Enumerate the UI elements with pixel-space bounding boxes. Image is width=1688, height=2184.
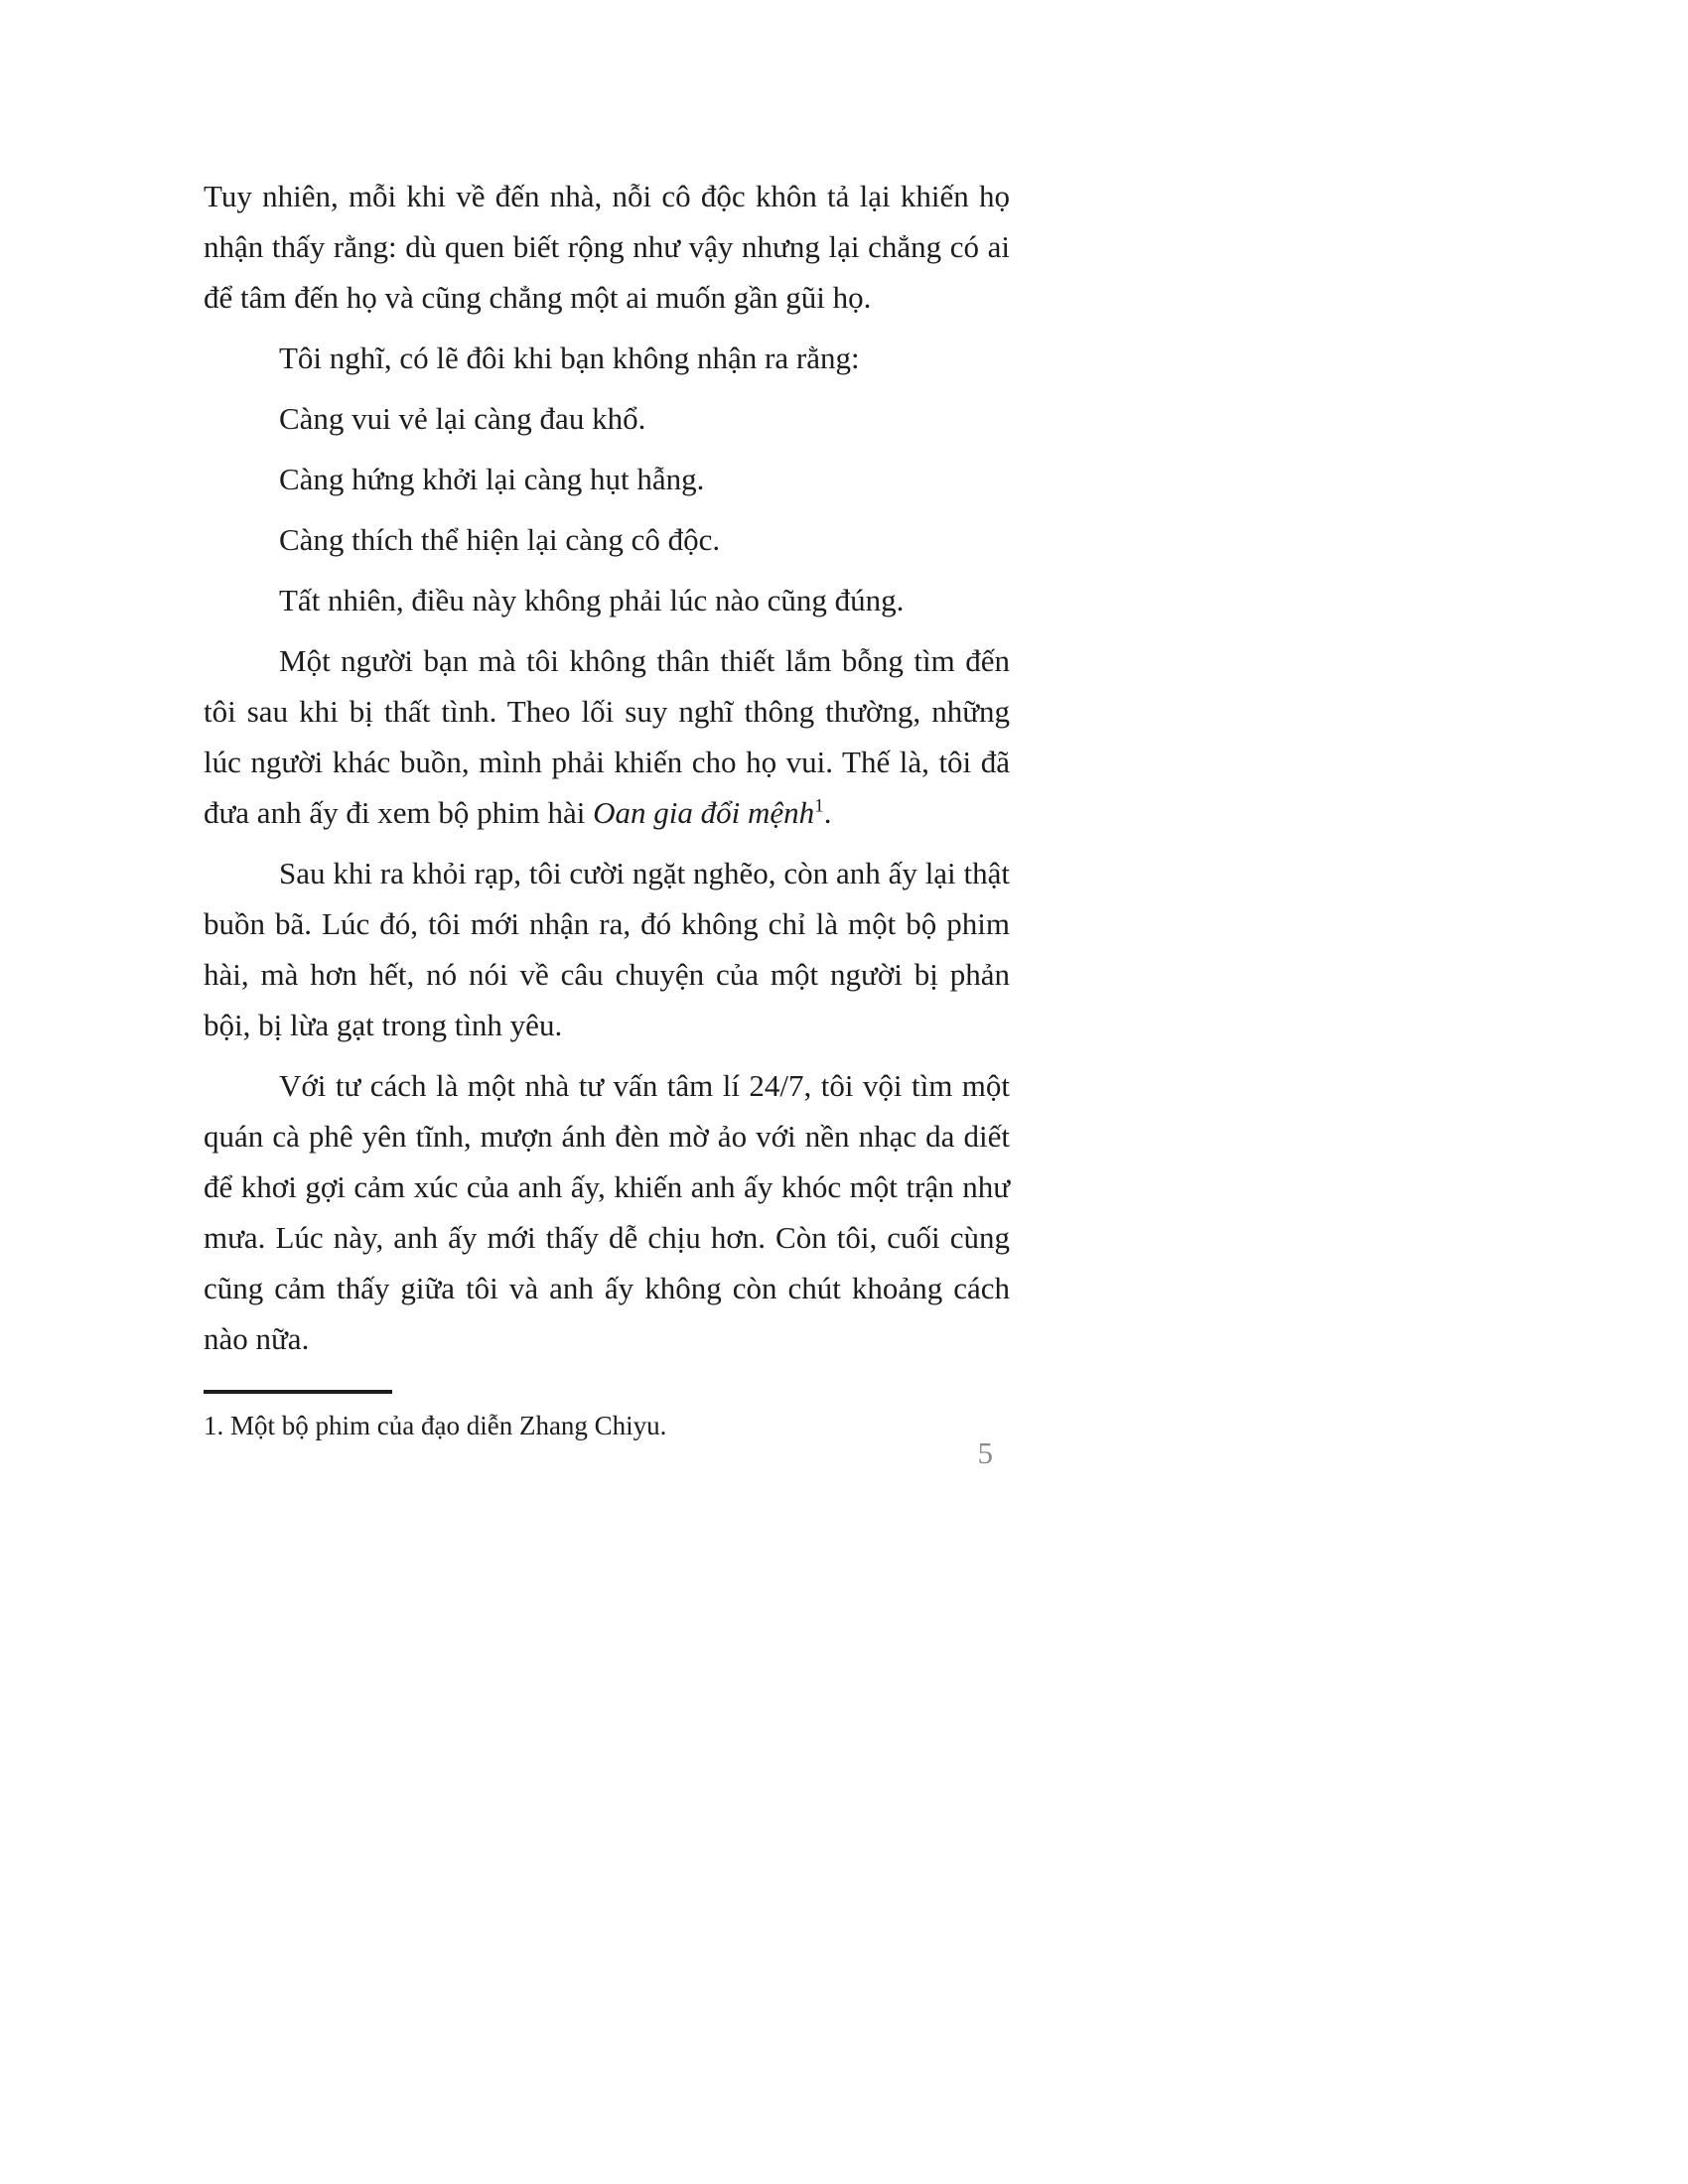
paragraph: Tuy nhiên, mỗi khi về đến nhà, nỗi cô độc khôn tả lại khiến họ nhận thấy rằng: dù quen biết rộng như vậy nhưng lại chẳng có ai để tâm đến họ và cũng chẳng một ai muốn gần gũi họ. — [204, 179, 1010, 315]
book-page-text-block — [204, 171, 1010, 1443]
paragraph: Sau khi ra khỏi rạp, tôi cười ngặt nghẽo, còn anh ấy lại thật buồn bã. Lúc đó, tôi mới nhận ra, đó không chỉ là một bộ phim hài, mà hơn hết, nó nói về câu chuyện của một người bị phản bội, bị lừa gạt trong tình yêu. — [204, 856, 1010, 1042]
paragraph-text: Một người bạn mà tôi không thân thiết lắm bỗng tìm đến tôi sau khi bị thất tình. Theo lối suy nghĩ thông thường, những lúc người khác buồn, mình phải khiến cho họ vui. Thế là, tôi đã đưa anh ấy đi xem bộ phim hài — [204, 643, 1010, 830]
paragraph: Càng thích thể hiện lại càng cô độc. — [279, 522, 721, 557]
footnote-text: 1. Một bộ phim của đạo diễn Zhang Chiyu. — [204, 1411, 667, 1440]
paragraph-text: . — [823, 795, 832, 830]
page-number: 5 — [977, 1435, 993, 1470]
paragraph: Với tư cách là một nhà tư vấn tâm lí 24/7, tôi vội tìm một quán cà phê yên tĩnh, mượn ánh đèn mờ ảo với nền nhạc da diết để khơi gợi cảm xúc của anh ấy, khiến anh ấy khóc một trận như mưa. Lúc này, anh ấy mới thấy dễ chịu hơn. Còn tôi, cuối cùng cũng cảm thấy giữa tôi và anh ấy không còn chút khoảng cách nào nữa. — [204, 1068, 1010, 1356]
paragraph — [204, 635, 1010, 838]
footnote-divider — [204, 1390, 392, 1394]
footnote-marker: 1 — [814, 795, 824, 817]
movie-title-italic: Oan gia đổi mệnh — [593, 795, 815, 830]
paragraph: Tất nhiên, điều này không phải lúc nào cũng đúng. — [279, 583, 905, 617]
paragraph: Càng vui vẻ lại càng đau khổ. — [279, 401, 646, 436]
paragraph: Tôi nghĩ, có lẽ đôi khi bạn không nhận ra rằng: — [279, 341, 860, 375]
paragraph: Càng hứng khởi lại càng hụt hẫng. — [279, 462, 705, 496]
